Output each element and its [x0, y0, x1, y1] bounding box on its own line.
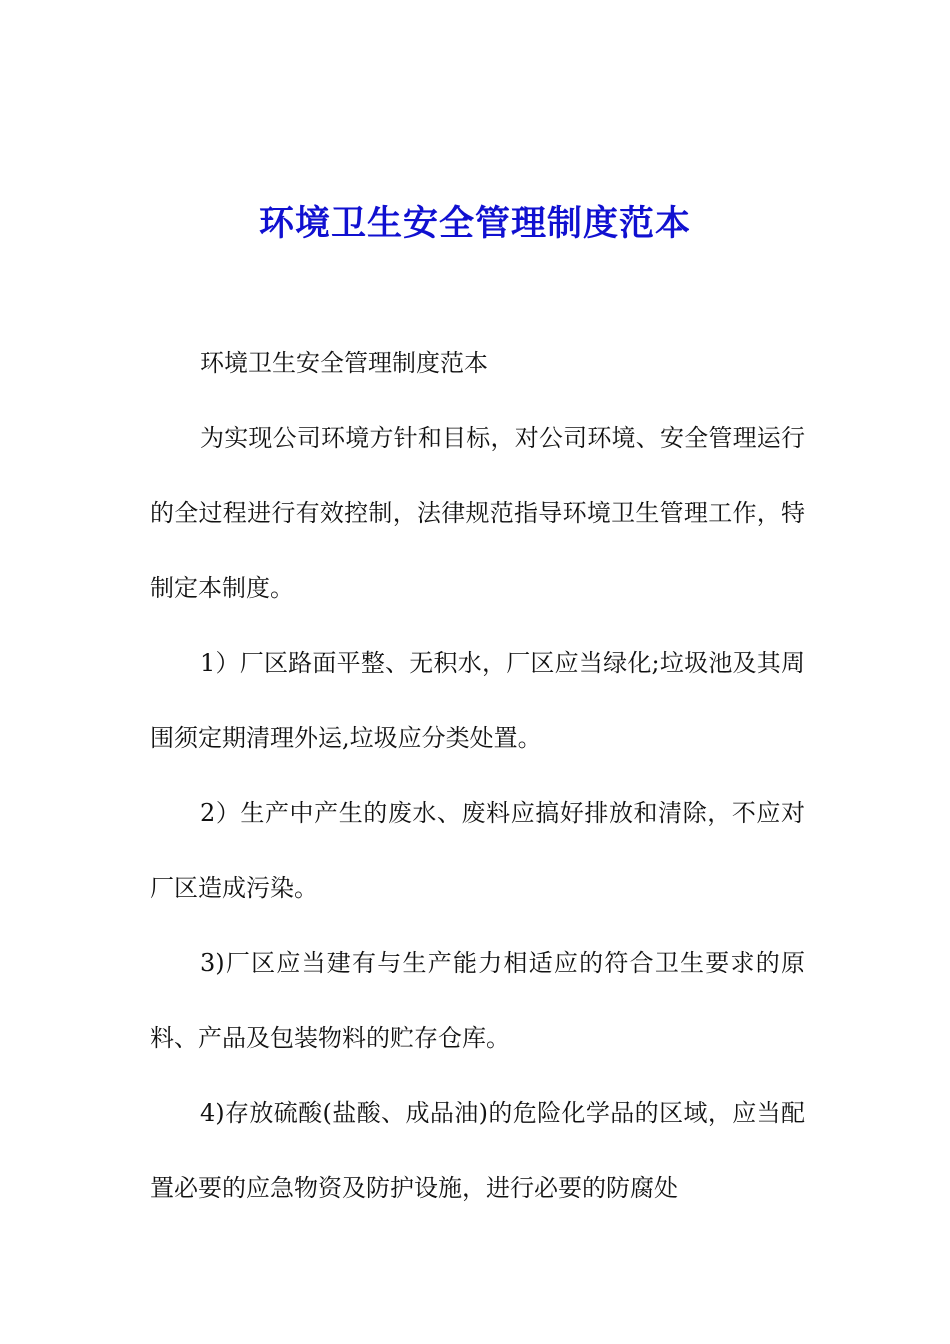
paragraph-intro: 为实现公司环境方针和目标，对公司环境、安全管理运行的全过程进行有效控制，法律规范指导环境卫生管理工作，特制定本制度。 [150, 424, 805, 602]
paragraph-item-3: 3)厂区应当建有与生产能力相适应的符合卫生要求的原料、产品及包装物料的贮存仓库。 [150, 949, 805, 1052]
paragraph-item-4: 4)存放硫酸(盐酸、成品油)的危险化学品的区域，应当配置必要的应急物资及防护设施，进行必要的防腐处 [150, 1099, 805, 1202]
paragraph-item-1: 1）厂区路面平整、无积水，厂区应当绿化;垃圾池及其周围须定期清理外运,垃圾应分类处置。 [150, 649, 805, 752]
document-title: 环境卫生安全管理制度范本 [258, 203, 691, 245]
paragraph-heading: 环境卫生安全管理制度范本 [200, 349, 488, 377]
paragraph-item-2: 2）生产中产生的废水、废料应搞好排放和清除，不应对厂区造成污染。 [150, 799, 805, 902]
document-body [150, 326, 805, 1226]
